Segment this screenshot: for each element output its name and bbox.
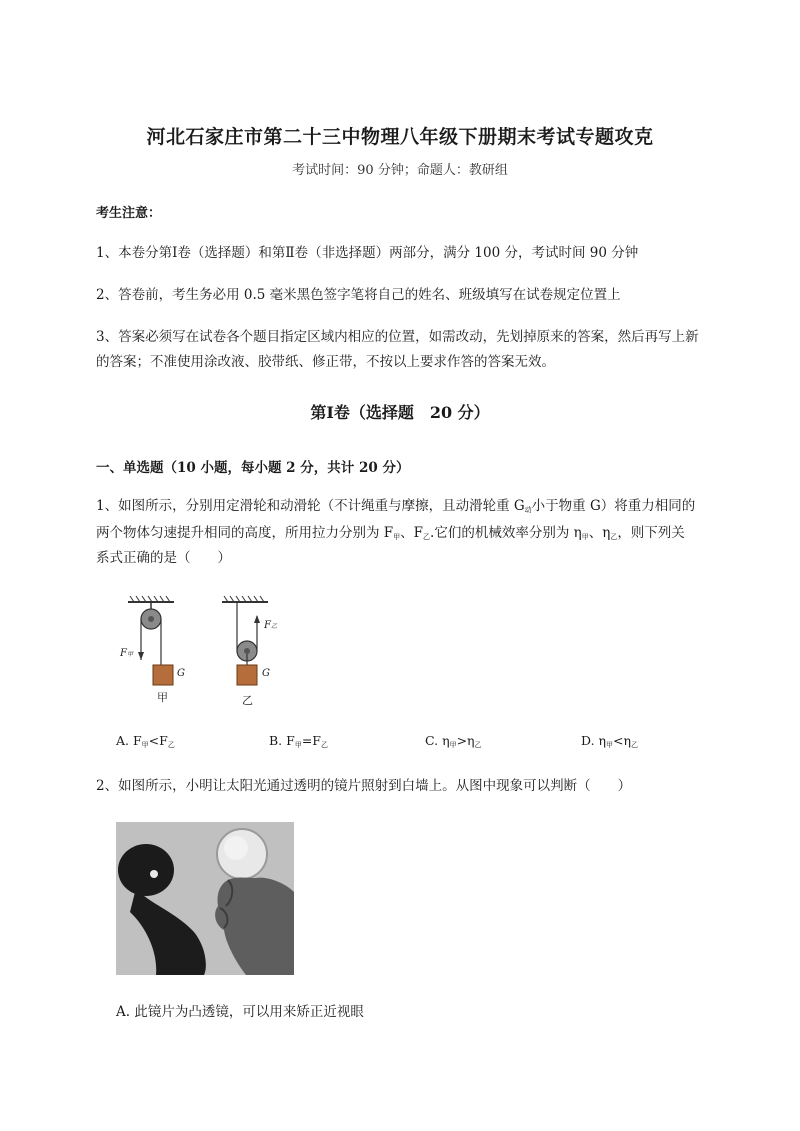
text: =F (301, 733, 321, 748)
subscript: 甲 (294, 741, 302, 749)
subscript: 乙 (630, 741, 638, 749)
force-sub-jia: 甲 (126, 651, 133, 658)
q1-line-2 (96, 521, 685, 549)
q2-option-a[interactable]: A. 此镜片为凸透镜，可以用来矫正近视眼 (116, 1004, 364, 1020)
weight-block-jia (153, 665, 173, 685)
text: .它们的机械效率分别为 η (430, 525, 582, 541)
q1-line-1 (96, 494, 695, 522)
text: 两个物体匀速提升相同的高度，所用拉力分别为 F (96, 525, 394, 541)
q1-choice-d[interactable] (581, 733, 638, 750)
weight-label-jia: G (177, 668, 185, 679)
lens-photo (116, 822, 294, 975)
text: <F (148, 733, 168, 748)
weight-label-yi: G (262, 668, 270, 679)
weight-block-yi (237, 665, 257, 685)
page-title: 河北石家庄市第二十三中物理八年级下册期末考试专题攻克 (146, 126, 654, 148)
subscript: 动 (524, 506, 532, 514)
text: A. F (116, 733, 142, 748)
section-title: 第Ⅰ卷（选择题 20 分） (310, 403, 490, 422)
force-label-yi: F (264, 620, 271, 631)
subscript: 甲 (141, 741, 149, 749)
ceiling-right (222, 596, 268, 602)
q1-line-3: 系式正确的是（ ） (96, 550, 231, 566)
subscript: 乙 (423, 533, 431, 541)
text: 、η (588, 525, 611, 541)
subscript: 甲 (449, 741, 457, 749)
notice-label: 考生注意： (96, 206, 162, 221)
text: 小于物重 G）将重力相同的 (531, 498, 696, 514)
subscript: 甲 (581, 533, 589, 541)
notice-item-1: 1、本卷分第Ⅰ卷（选择题）和第Ⅱ卷（非选择题）两部分，满分 100 分，考试时间 90 分钟 (96, 245, 639, 261)
subscript: 乙 (167, 741, 175, 749)
subscript: 甲 (393, 533, 401, 541)
pulley-figure (112, 588, 312, 713)
q2-stem: 2、如图所示，小明让太阳光通过透明的镜片照射到白墙上。从图中现象可以判断（ ） (96, 778, 632, 794)
subscript: 乙 (320, 741, 328, 749)
text: ，则下列关 (617, 525, 685, 541)
notice-item-2: 2、答卷前，考生务必用 0.5 毫米黑色签字笔将自己的姓名、班级填写在试卷规定位置上 (96, 287, 621, 303)
q1-choice-b[interactable] (269, 733, 328, 750)
figure-label-yi: 乙 (242, 694, 253, 707)
fixed-pulley-wheel (141, 609, 161, 629)
subscript: 甲 (606, 741, 614, 749)
ceiling-left (128, 596, 174, 602)
question-group-heading: 一、单选题（10 小题，每小题 2 分，共计 20 分） (96, 460, 410, 476)
subscript: 乙 (610, 533, 618, 541)
text: 1、如图所示，分别用定滑轮和动滑轮（不计绳重与摩擦，且动滑轮重 G (96, 498, 525, 514)
text: >η (456, 733, 475, 748)
text: D. η (581, 733, 607, 748)
subscript: 乙 (474, 741, 482, 749)
text: C. η (425, 733, 450, 748)
svg-text:F乙 (263, 620, 277, 631)
q1-choice-a[interactable] (116, 733, 175, 750)
text: <η (613, 733, 631, 748)
notice-item-3: 3、答案必须写在试卷各个题目指定区域内相应的位置，如需改动，先划掉原来的答案，然后再写上新的答案；不准使用涂改液、胶带纸、修正带，不按以上要求作答的答案无效。 (96, 329, 699, 370)
svg-text:F甲 (119, 648, 134, 659)
force-sub-yi: 乙 (270, 623, 277, 630)
force-label-jia: F (120, 648, 127, 659)
text: B. F (269, 733, 295, 748)
q1-choice-c[interactable] (425, 733, 482, 750)
figure-label-jia: 甲 (157, 691, 168, 704)
text: 、F (400, 525, 424, 541)
exam-info: 考试时间：90 分钟；命题人：教研组 (292, 163, 508, 178)
